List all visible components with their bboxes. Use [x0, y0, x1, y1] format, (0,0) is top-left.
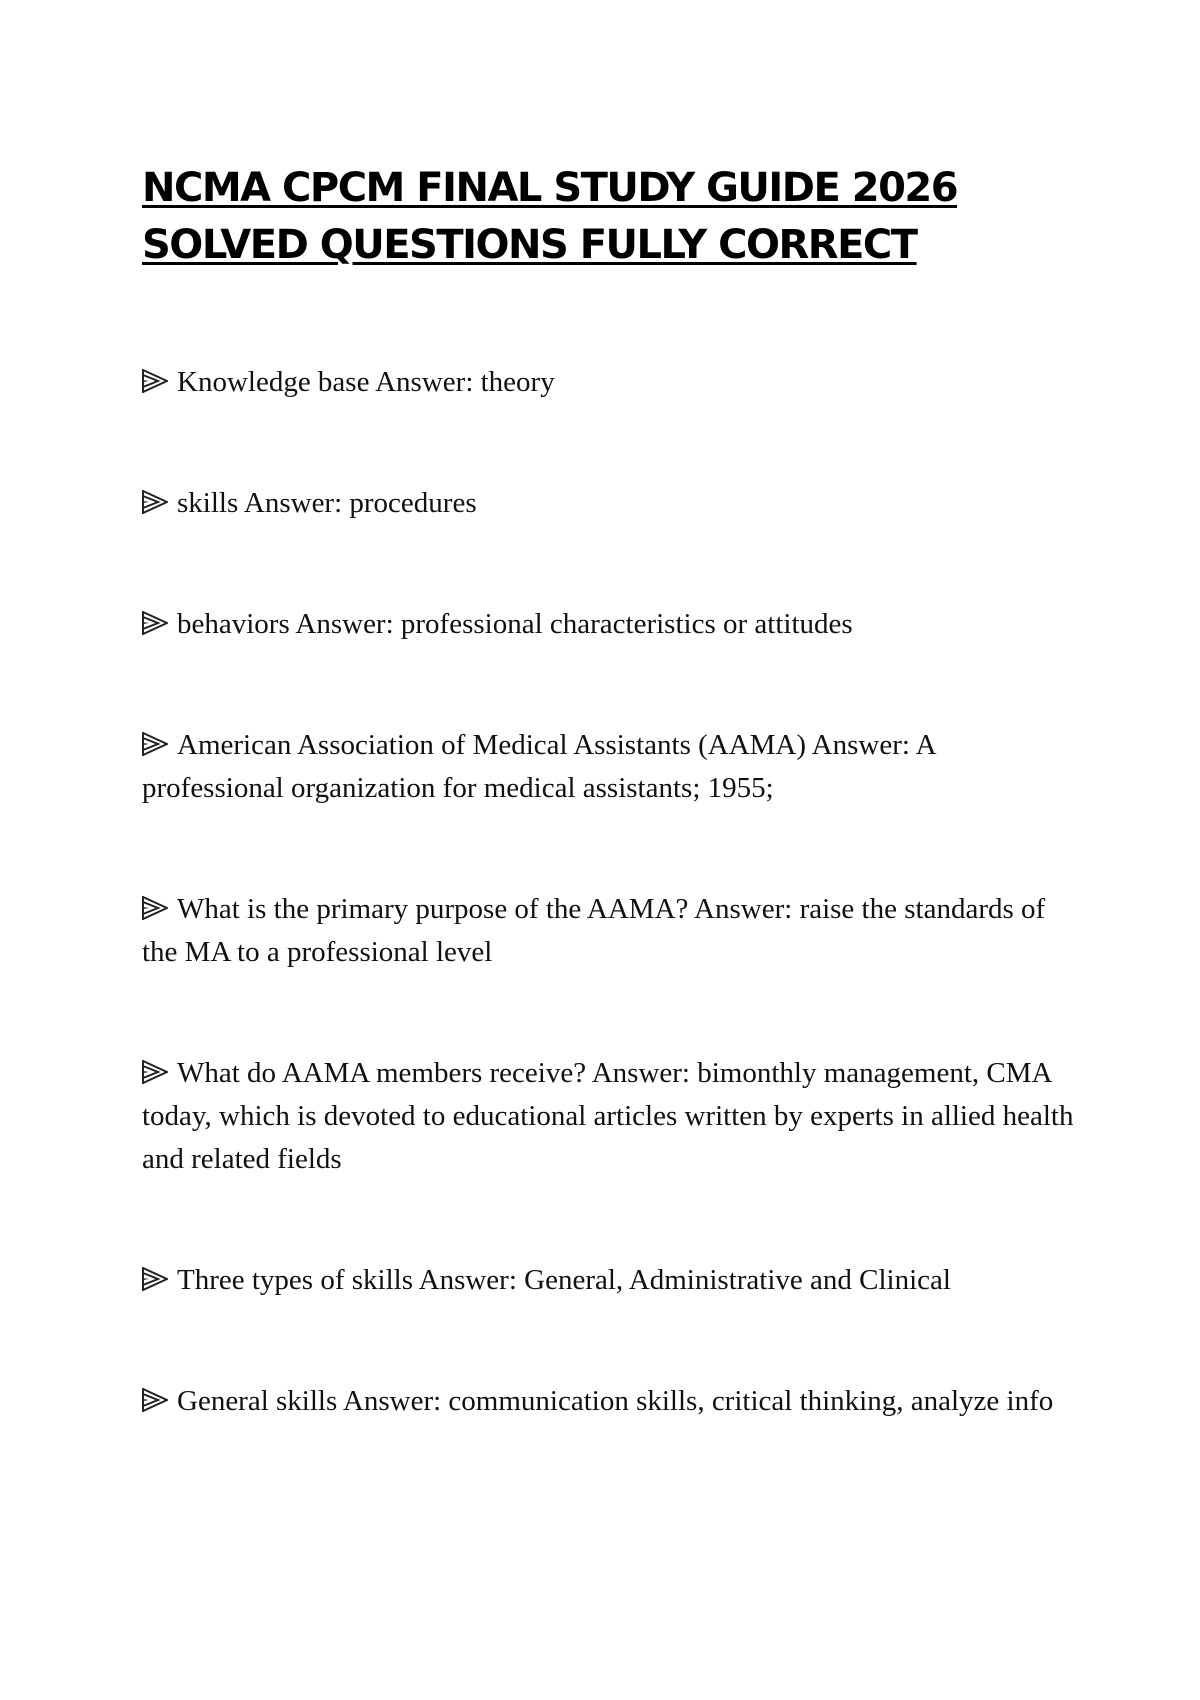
list-item [142, 603, 1082, 646]
list-item [142, 482, 1082, 525]
title-line-1: NCMA CPCM FINAL STUDY GUIDE 2026 [142, 165, 958, 211]
arrowhead-bullet-icon [142, 369, 168, 393]
arrowhead-bullet-icon [142, 611, 168, 635]
item-text: Three types of skills Answer: General, Administrative and Clinical [177, 1264, 951, 1296]
item-text: American Association of Medical Assistants (AAMA) Answer: A professional organization for medical assistants; 1955; [142, 729, 935, 804]
arrowhead-bullet-icon [142, 490, 168, 514]
item-text: skills Answer: procedures [177, 487, 477, 519]
item-text: What is the primary purpose of the AAMA? Answer: raise the standards of the MA to a professional level [142, 893, 1046, 968]
item-text: Knowledge base Answer: theory [177, 366, 555, 398]
list-item [142, 361, 1082, 404]
arrowhead-bullet-icon [142, 732, 168, 756]
item-text: General skills Answer: communication skills, critical thinking, analyze info [177, 1385, 1054, 1417]
item-text: behaviors Answer: professional characteristics or attitudes [177, 608, 853, 640]
list-item [142, 1052, 1082, 1181]
list-item [142, 1259, 1082, 1302]
arrowhead-bullet-icon [142, 896, 168, 920]
title-line-2: SOLVED QUESTIONS FULLY CORRECT [142, 222, 917, 268]
arrowhead-bullet-icon [142, 1267, 168, 1291]
item-text: What do AAMA members receive? Answer: bimonthly management, CMA today, which is devoted to educational articles written by experts in allied health and related fields [142, 1057, 1074, 1175]
arrowhead-bullet-icon [142, 1388, 168, 1412]
list-item [142, 888, 1082, 974]
list-item [142, 724, 1082, 810]
arrowhead-bullet-icon [142, 1060, 168, 1084]
page-title [142, 160, 1062, 274]
list-item [142, 1380, 1082, 1423]
